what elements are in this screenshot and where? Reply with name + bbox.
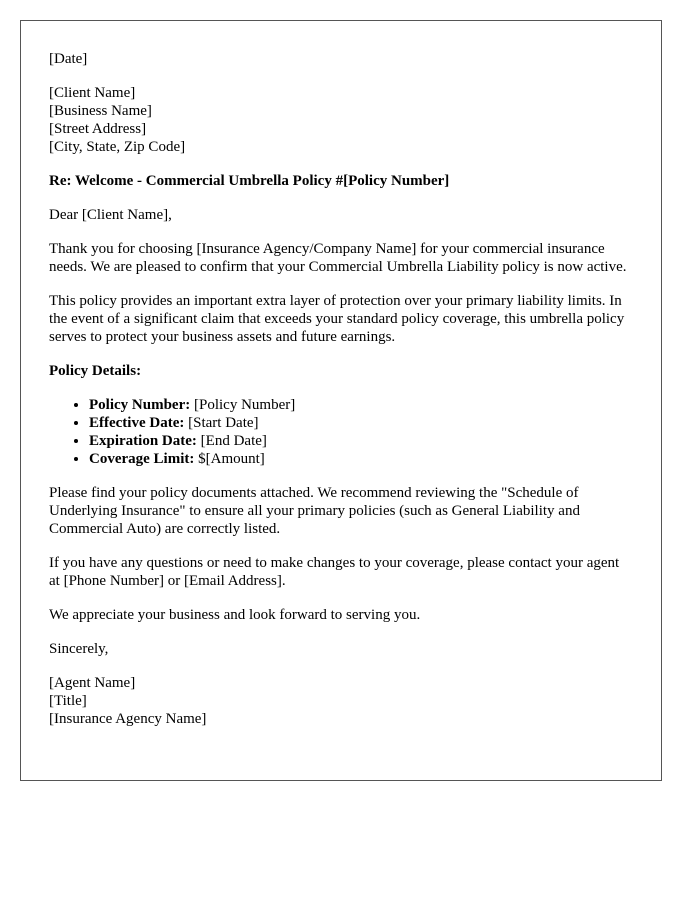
recipient-business-name: [Business Name]: [49, 103, 152, 119]
contact-paragraph: If you have any questions or need to make changes to your coverage, please contact your agent at [Phone Number] or [Email Address].: [49, 555, 620, 589]
expiration-date-item: [89, 432, 633, 450]
documents-paragraph: Please find your policy documents attached. We recommend reviewing the "Schedule of Underlying Insurance" to ensure all your primary policies (such as General Liability and Commercial Auto) are correctly listed.: [49, 485, 580, 537]
coverage-limit-label: Coverage Limit:: [89, 451, 195, 467]
coverage-paragraph: This policy provides an important extra layer of protection over your primary liability limits. In the event of a significant claim that exceeds your standard policy coverage, this umbrella policy serves to protect your business assets and future earnings.: [49, 293, 625, 345]
effective-date-item: [89, 414, 633, 432]
salutation: Dear [Client Name],: [49, 207, 172, 223]
intro-paragraph: Thank you for choosing [Insurance Agency/Company Name] for your commercial insurance needs. We are pleased to confirm that your Commercial Umbrella Liability policy is now active.: [49, 241, 627, 275]
coverage-limit-value: $[Amount]: [194, 451, 265, 467]
policy-number-item: [89, 396, 633, 414]
policy-details-heading: Policy Details:: [49, 363, 142, 379]
recipient-address: [49, 84, 633, 156]
policy-number-value: [Policy Number]: [190, 397, 296, 413]
expiration-date-value: [End Date]: [196, 433, 267, 449]
subject-line: Re: Welcome - Commercial Umbrella Policy #[Policy Number]: [49, 173, 450, 189]
letter-date: [Date]: [49, 51, 88, 67]
signature-title: [Title]: [49, 693, 87, 709]
letter-document: [20, 20, 662, 781]
effective-date-label: Effective Date:: [89, 415, 185, 431]
closing: Sincerely,: [49, 641, 109, 657]
appreciation-paragraph: We appreciate your business and look forward to serving you.: [49, 607, 421, 623]
recipient-client-name: [Client Name]: [49, 85, 136, 101]
recipient-city-state-zip: [City, State, Zip Code]: [49, 139, 186, 155]
signature-agency-name: [Insurance Agency Name]: [49, 711, 207, 727]
coverage-limit-item: [89, 450, 633, 468]
recipient-street-address: [Street Address]: [49, 121, 147, 137]
policy-number-label: Policy Number:: [89, 397, 191, 413]
signature-agent-name: [Agent Name]: [49, 675, 136, 691]
effective-date-value: [Start Date]: [184, 415, 259, 431]
expiration-date-label: Expiration Date:: [89, 433, 197, 449]
signature-block: [49, 674, 633, 728]
policy-details-list: [49, 396, 633, 468]
